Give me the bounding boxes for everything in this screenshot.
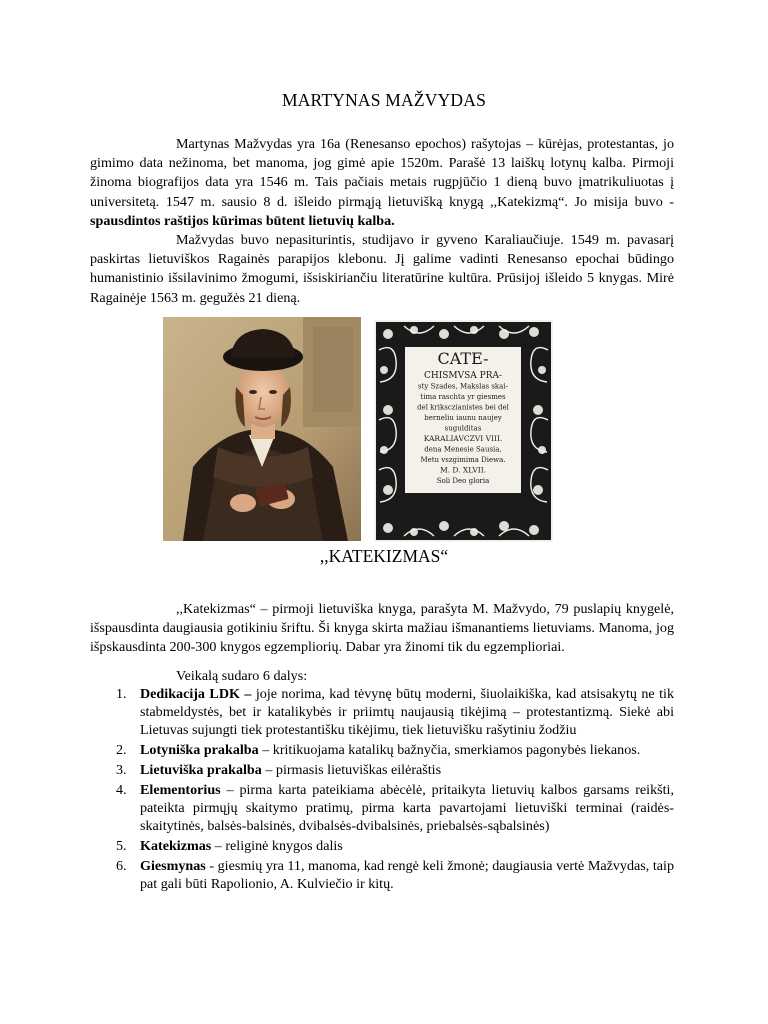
list-item-text: – pirmasis lietuviškas eilėraštis (261, 762, 442, 778)
list-item-term: Giesmynas (140, 858, 206, 874)
list-item (90, 857, 674, 893)
cover-text-line: sty Szades, Makslas skai- (418, 382, 508, 391)
cover-text-line: del kriksczianistes bei del (417, 403, 509, 412)
intro-paragraph-2 (90, 231, 674, 308)
intro-paragraph-1 (90, 135, 674, 231)
page-title: MARTYNAS MAŽVYDAS (281, 90, 487, 110)
intro-paragraph-2-text: Mažvydas buvo nepasiturintis, studijavo ir gyveno Karaliaučiuje. 1549 m. pavasarį paskirtas lietuviškos Ragainės parapijos klebonu. Jį galime vadinti Renesanso epochai būdingo humanistinio išsilavinimo žmogumi, išsiskiriančiu literatūrine kultūra. Prūsijoj išleido 5 knygas. Mirė Ragainėje 1563 m. gegužės 21 dieną. (90, 232, 674, 306)
cover-text-line: CATE- (437, 349, 489, 368)
list-item-text: – religinė knygos dalis (211, 838, 343, 854)
list-item (90, 741, 674, 759)
list-item (90, 685, 674, 739)
section-title: ,,KATEKIZMAS“ (319, 546, 449, 566)
list-item-text: – pirma karta pateikiama abėcėlė, pritaikyta lietuvių kalbos garsams reikšti, pateikta pirmųjų skaitymo pratimų, pirma karta pavartojami lietuviški terminai (raidės-skaitytinės, balsės-balsinės, dvibalsės-dvibalsinės, priebalsės-sąbalsinės) (140, 782, 674, 834)
cover-text-line: sugulditas (444, 424, 482, 433)
intro-paragraph-1-bold: spausdintos raštijos kūrimas būtent lietuvių kalba. (90, 212, 395, 229)
list-item-term: Dedikacija LDK – (140, 686, 252, 702)
list-item-term: Elementorius (140, 782, 221, 798)
list-item-number: 3. (116, 762, 127, 778)
list-item (90, 761, 674, 779)
list-item-term: Lietuviška prakalba (140, 762, 262, 778)
catechism-cover-image (374, 320, 553, 542)
cover-text-line: tima raschta yr giesmes (420, 393, 506, 401)
list-item-text: – kritikuojama katalikų bažnyčia, smerkiamos pagonybės liekanos. (258, 742, 641, 758)
parts-intro: Veikalą sudaro 6 dalys: (176, 668, 308, 684)
cover-text-line: KARALIAVCZVI VIII. (423, 434, 503, 443)
katekizmas-paragraph-text: ,,Katekizmas“ – pirmoji lietuviška knyga, parašyta M. Mažvydo, 79 puslapių knygelė, išspausdinta daugiausia gotikiniu šriftu. Ši knyga skirta mažiau išmanantiems lietuviams. Manoma, jog išpskausdinta 200-300 knygos egzempliorių. Dabar yra žinomi tik du egzemplioriai. (90, 601, 674, 656)
cover-text-line: M. D. XLVII. (439, 465, 487, 475)
list-item-number: 2. (116, 742, 127, 758)
cover-text-line: berneliu iaunu naujey (424, 414, 502, 422)
list-item-text: joje norima, kad tėvynę būtų moderni, šiuolaikiška, kad atsisakytų ne tik stabmeldystės, bet ir katalikybės ir priimtų naujausią tikėjimą – protestantizmą. Siekė abi Lietuvas sujungti tiek protestantišku tikėjimu, tiek lietuvišku rašytiniu žodžiu (140, 686, 674, 738)
portrait-image (163, 317, 361, 541)
list-item (90, 781, 674, 835)
list-item-number: 1. (116, 686, 127, 702)
list-item-number: 5. (116, 838, 127, 854)
list-item-number: 4. (116, 782, 127, 798)
katekizmas-paragraph (90, 600, 674, 658)
list-item-term: Katekizmas (140, 838, 212, 854)
cover-text-line: Soli Deo gloria (436, 477, 490, 485)
list-item-term: Lotyniška prakalba (140, 742, 259, 758)
cover-text-line: CHISMVSA PRA- (423, 371, 503, 381)
list-item-text: - giesmių yra 11, manoma, kad rengė keli žmonė; daugiausia vertė Mažvydas, taip pat gali būti Rapolionio, A. Kulviečio ir kitų. (140, 858, 674, 892)
parts-list (90, 685, 674, 895)
intro-paragraph-1-text: Martynas Mažvydas yra 16a (Renesanso epochos) rašytojas – kūrėjas, protestantas, jo gimimo data nežinoma, bet manoma, jog gimė apie 1520m. Parašė 13 laiškų lotynų kalba. Pirmoji žinoma biografijos data yra 1546 m. Tais pačiais metais rugpjūčio 1 dieną buvo įmatrikuliuotas į universitetą. 1547 m. sausio 8 d. išleido pirmąją lietuvišką knygą ,,Katekizmą“. Jo misija buvo - (90, 136, 674, 210)
list-item (90, 837, 674, 855)
cover-text-line: dena Menesie Sausia, (424, 445, 502, 454)
list-item-number: 6. (116, 858, 127, 874)
cover-text-line: Metu vszgimima Diewa. (420, 456, 506, 464)
